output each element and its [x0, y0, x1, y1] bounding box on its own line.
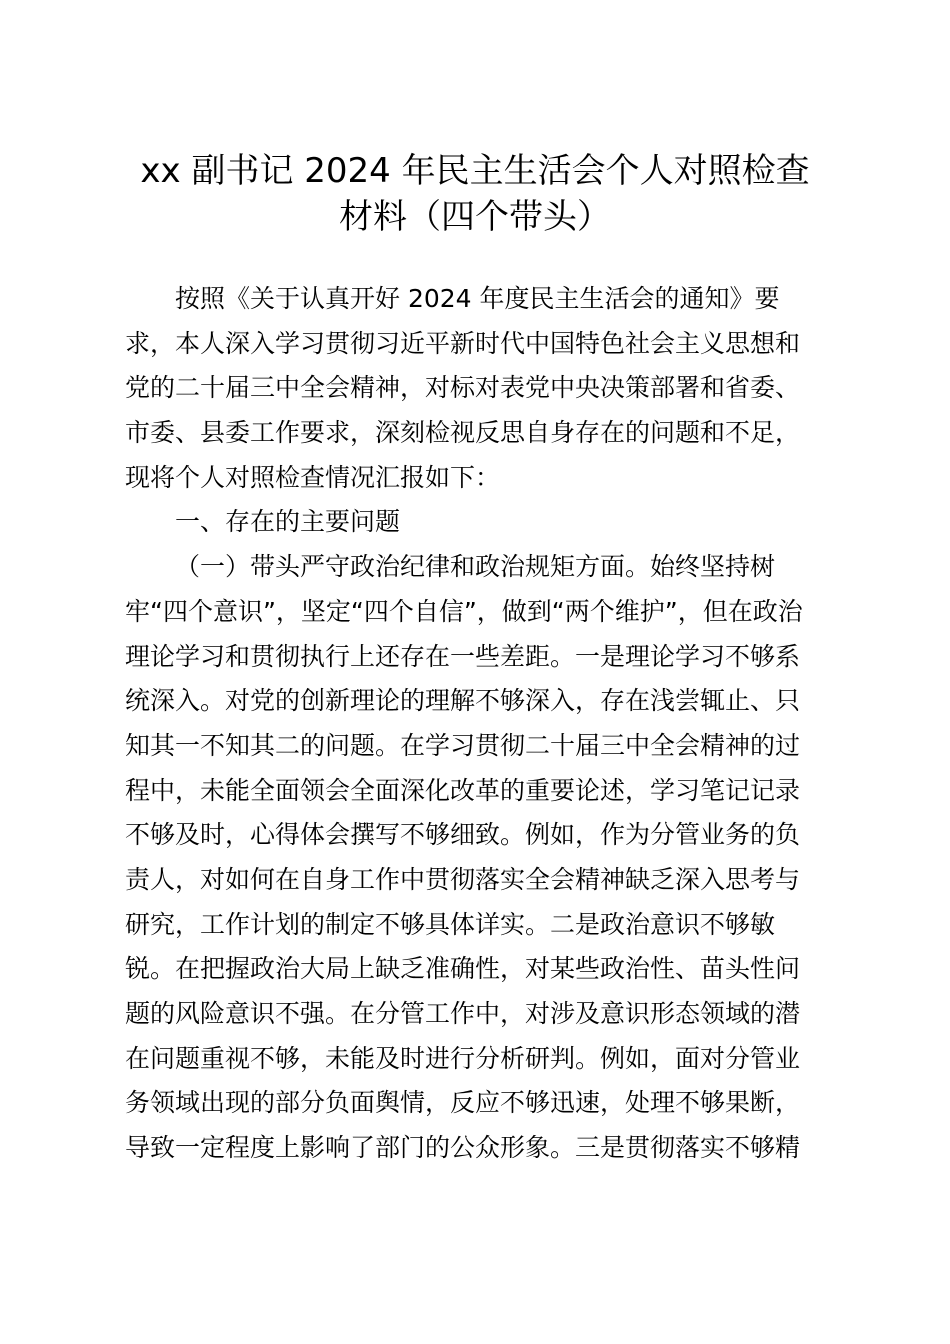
title-line: xx 副书记 2024 年民主生活会个人对照检查 [140, 151, 810, 191]
paragraph-line: 导致一定程度上影响了部门的公众形象。三是贯彻落实不够精 [125, 1133, 801, 1163]
paragraph-line: 求，本人深入学习贯彻习近平新时代中国特色社会主义思想和 [125, 328, 801, 358]
paragraph-line: 锐。在把握政治大局上缺乏准确性，对某些政治性、苗头性问 [125, 954, 801, 984]
document-body [125, 277, 820, 1171]
paragraph-line: 务领域出现的部分负面舆情，反应不够迅速，处理不够果断， [125, 1088, 801, 1118]
paragraph-line: 牢“四个意识”，坚定“四个自信”，做到“两个维护”，但在政治 [125, 596, 803, 626]
paragraph-line: 现将个人对照检查情况汇报如下： [125, 462, 501, 492]
paragraph-line: 在问题重视不够，未能及时进行分析研判。例如，面对分管业 [125, 1043, 801, 1073]
paragraph-line: 理论学习和贯彻执行上还存在一些差距。一是理论学习不够系 [125, 641, 801, 671]
paragraph-line: 按照《关于认真开好 2024 年度民主生活会的通知》要 [175, 284, 780, 313]
paragraph-line: 市委、县委工作要求，深刻检视反思自身存在的问题和不足， [125, 418, 801, 448]
paragraph-line: 研究，工作计划的制定不够具体详实。二是政治意识不够敏 [125, 909, 776, 939]
paragraph-line: 统深入。对党的创新理论的理解不够深入，存在浅尝辄止、只 [125, 686, 801, 716]
document-title [120, 148, 830, 240]
paragraph-line: 责人，对如何在自身工作中贯彻落实全会精神缺乏深入思考与 [125, 864, 801, 894]
title-line: 材料（四个带头） [339, 197, 611, 237]
paragraph-line: 知其一不知其二的问题。在学习贯彻二十届三中全会精神的过 [125, 730, 801, 760]
paragraph-line: 党的二十届三中全会精神，对标对表党中央决策部署和省委、 [125, 373, 801, 403]
paragraph-line: 题的风险意识不强。在分管工作中，对涉及意识形态领域的潜 [125, 999, 801, 1028]
paragraph-line: （一）带头严守政治纪律和政治规矩方面。始终坚持树 [175, 552, 776, 582]
paragraph-line: 程中，未能全面领会全面深化改革的重要论述，学习笔记记录 [125, 775, 801, 805]
section-heading: 一、存在的主要问题 [175, 507, 401, 537]
paragraph-line: 不够及时，心得体会撰写不够细致。例如，作为分管业务的负 [125, 820, 801, 850]
